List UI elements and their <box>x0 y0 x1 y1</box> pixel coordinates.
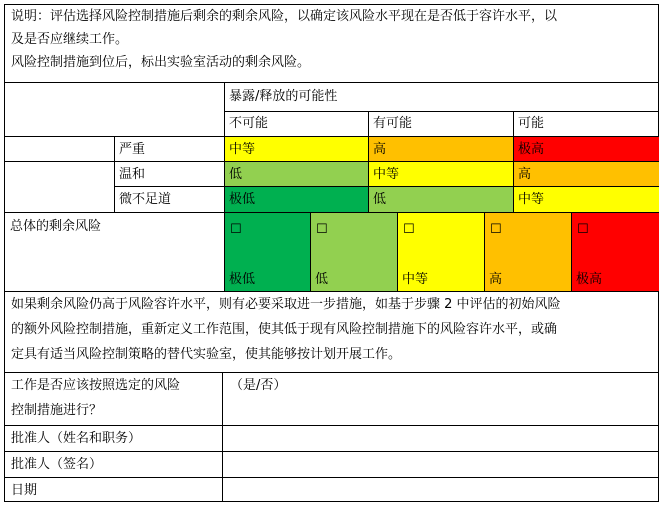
intro-line-2: 及是否应继续工作。 <box>11 32 129 48</box>
cell-label: 中等 <box>373 167 400 182</box>
column-unlikely: 不可能 <box>229 116 269 131</box>
proceed-line-1: 工作是否应该按照选定的风险 <box>11 378 181 393</box>
option-label: 中等 <box>402 272 429 287</box>
intro-text <box>5 5 655 75</box>
checkbox-icon[interactable]: ☐ <box>490 222 502 237</box>
checkbox-icon[interactable]: ☐ <box>577 222 589 237</box>
likelihood-header: 暴露/释放的可能性 <box>229 89 338 104</box>
note-line-1: 如果剩余风险仍高于风险容许水平，则有必要采取进一步措施，如基于步骤 2 中评估的初始风险 <box>11 297 561 312</box>
column-possible: 有可能 <box>373 116 413 131</box>
row-label-minor: 微不足道 <box>119 192 172 207</box>
cell-label: 高 <box>373 142 387 157</box>
intro-line-3: 风险控制措施到位后，标出实验室活动的剩余风险。 <box>11 55 311 71</box>
approver-name-field[interactable] <box>224 426 658 451</box>
approver-signature-field[interactable] <box>224 452 658 477</box>
note-line-2: 的额外风险控制措施，重新定义工作范围，使其低于现有风险控制措施下的风险容许水平，或确 <box>11 322 558 338</box>
checkbox-icon[interactable]: ☐ <box>403 222 415 237</box>
cell-label: 低 <box>229 167 243 182</box>
option-label: 极高 <box>576 272 603 287</box>
approver-name-label: 批准人（姓名和职务） <box>11 431 142 446</box>
option-label: 极低 <box>229 272 256 287</box>
checkbox-icon[interactable]: ☐ <box>316 222 328 237</box>
proceed-line-2: 控制措施进行？ <box>11 403 103 419</box>
row-label-severe: 严重 <box>119 142 146 157</box>
row-label-moderate: 温和 <box>119 167 146 182</box>
proceed-question <box>5 374 220 423</box>
checkbox-icon[interactable]: ☐ <box>230 222 242 237</box>
cell-label: 低 <box>373 192 387 207</box>
option-label: 高 <box>489 272 503 287</box>
overall-risk-label: 总体的剩余风险 <box>10 219 102 234</box>
cell-label: 中等 <box>518 192 545 207</box>
cell-label: 极低 <box>229 192 256 207</box>
intro-line-1: 说明：评估选择风险控制措施后剩余的剩余风险，以确定该风险水平现在是否低于容许水平，以 <box>11 9 558 24</box>
proceed-answer-field[interactable]: （是/否） <box>230 378 287 393</box>
cell-label: 中等 <box>229 142 256 157</box>
note-line-3: 定具有适当风险控制策略的替代实验室，使其能够按计划开展工作。 <box>11 347 402 363</box>
date-label: 日期 <box>11 483 38 498</box>
option-label: 低 <box>315 272 329 287</box>
column-likely: 可能 <box>518 116 545 131</box>
date-field[interactable] <box>224 478 658 501</box>
cell-label: 高 <box>518 167 532 182</box>
approver-signature-label: 批准人（签名） <box>11 457 103 472</box>
cell-label: 极高 <box>518 142 545 157</box>
further-action-note <box>5 293 655 367</box>
